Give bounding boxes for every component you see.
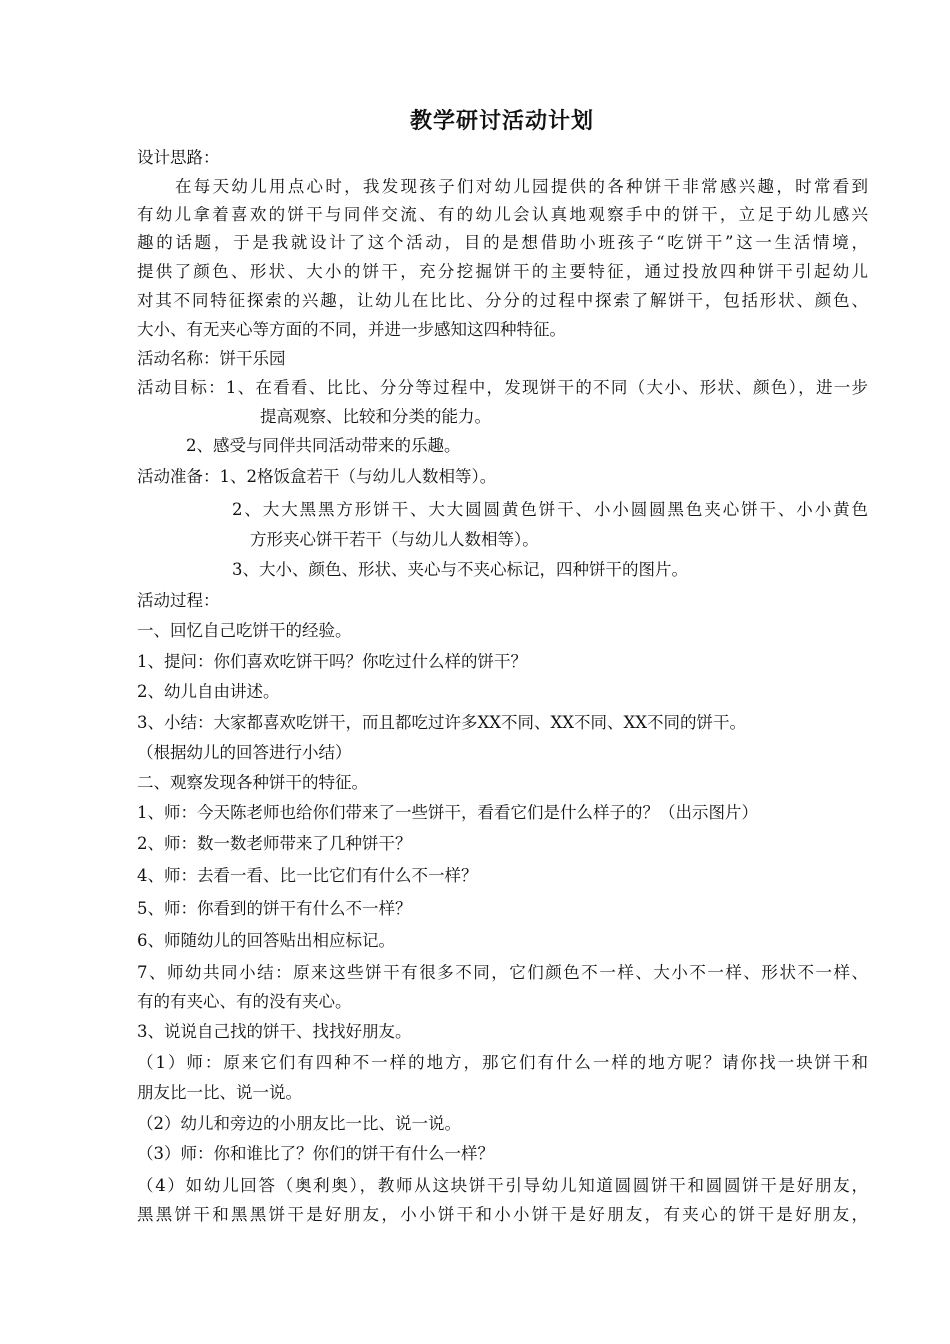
process-line: 2、幼儿自由讲述。 <box>137 682 280 701</box>
activity-name: 活动名称：饼干乐园 <box>137 349 286 368</box>
process-line: 4、师：去看一看、比一比它们有什么不一样？ <box>137 866 478 885</box>
process-line: 二、观察发现各种饼干的特征。 <box>137 773 368 792</box>
process-line: （4）如幼儿回答（奥利奥），教师从这块饼干引导幼儿知道圆圆饼干和圆圆饼干是好朋友， <box>137 1176 868 1195</box>
process-line: （根据幼儿的回答进行小结） <box>137 743 352 762</box>
prep-line: 2、大大黑黑方形饼干、大大圆圆黄色饼干、小小圆圆黑色夹心饼干、小小黄色 <box>232 500 868 519</box>
design-line: 在每天幼儿用点心时，我发现孩子们对幼儿园提供的各种饼干非常感兴趣，时常看到 <box>175 177 868 196</box>
prep-line: 3、大小、颜色、形状、夹心与不夹心标记，四种饼干的图片。 <box>232 560 688 579</box>
design-line: 大小、有无夹心等方面的不同，并进一步感知这四种特征。 <box>137 320 566 339</box>
process-line: 一、回忆自己吃饼干的经验。 <box>137 621 352 640</box>
process-line: 1、提问：你们喜欢吃饼干吗？你吃过什么样的饼干？ <box>137 652 527 671</box>
goal-line: 提高观察、比较和分类的能力。 <box>260 407 491 426</box>
document-title: 教学研讨活动计划 <box>409 109 594 134</box>
design-label: 设计思路： <box>137 148 220 167</box>
process-line: 3、小结：大家都喜欢吃饼干，而且都吃过许多XX不同、XX不同、XX不同的饼干。 <box>137 713 746 732</box>
process-line: 有的有夹心、有的没有夹心。 <box>137 992 352 1011</box>
design-line: 趣的话题，于是我就设计了这个活动，目的是想借助小班孩子“吃饼干”这一生活情境， <box>137 233 868 252</box>
design-line: 有幼儿拿着喜欢的饼干与同伴交流、有的幼儿会认真地观察手中的饼干，立足于幼儿感兴 <box>137 205 868 224</box>
process-line: 5、师：你看到的饼干有什么不一样？ <box>137 899 412 918</box>
design-line: 对其不同特征探索的兴趣，让幼儿在比比、分分的过程中探索了解饼干，包括形状、颜色、 <box>137 291 868 310</box>
process-line: 活动过程： <box>137 591 220 610</box>
prep-line: 活动准备：1、2格饭盒若干（与幼儿人数相等）。 <box>137 467 497 486</box>
process-line: 朋友比一比、说一说。 <box>137 1083 302 1102</box>
process-line: （1）师：原来它们有四种不一样的地方，那它们有什么一样的地方呢？请你找一块饼干和 <box>137 1053 868 1072</box>
process-line: 黑黑饼干和黑黑饼干是好朋友，小小饼干和小小饼干是好朋友，有夹心的饼干是好朋友， <box>137 1205 868 1224</box>
goal-line: 2、感受与同伴共同活动带来的乐趣。 <box>186 436 461 455</box>
process-line: （2）幼儿和旁边的小朋友比一比、说一说。 <box>137 1114 461 1133</box>
design-line: 提供了颜色、形状、大小的饼干，充分挖掘饼干的主要特征，通过投放四种饼干引起幼儿 <box>137 262 868 281</box>
process-line: 6、师随幼儿的回答贴出相应标记。 <box>137 931 395 950</box>
process-line: 1、师：今天陈老师也给你们带来了一些饼干，看看它们是什么样子的？（出示图片） <box>137 803 758 822</box>
process-line: （3）师：你和谁比了？你们的饼干有什么一样？ <box>137 1144 494 1163</box>
process-line: 7、师幼共同小结：原来这些饼干有很多不同，它们颜色不一样、大小不一样、形状不一样、 <box>137 963 868 982</box>
process-line: 3、说说自己找的饼干、找找好朋友。 <box>137 1022 412 1041</box>
prep-line: 方形夹心饼干若干（与幼儿人数相等）。 <box>250 530 539 549</box>
process-line: 2、师：数一数老师带来了几种饼干？ <box>137 834 412 853</box>
goal-line: 活动目标：1、在看看、比比、分分等过程中，发现饼干的不同（大小、形状、颜色），进一步 <box>137 378 868 397</box>
